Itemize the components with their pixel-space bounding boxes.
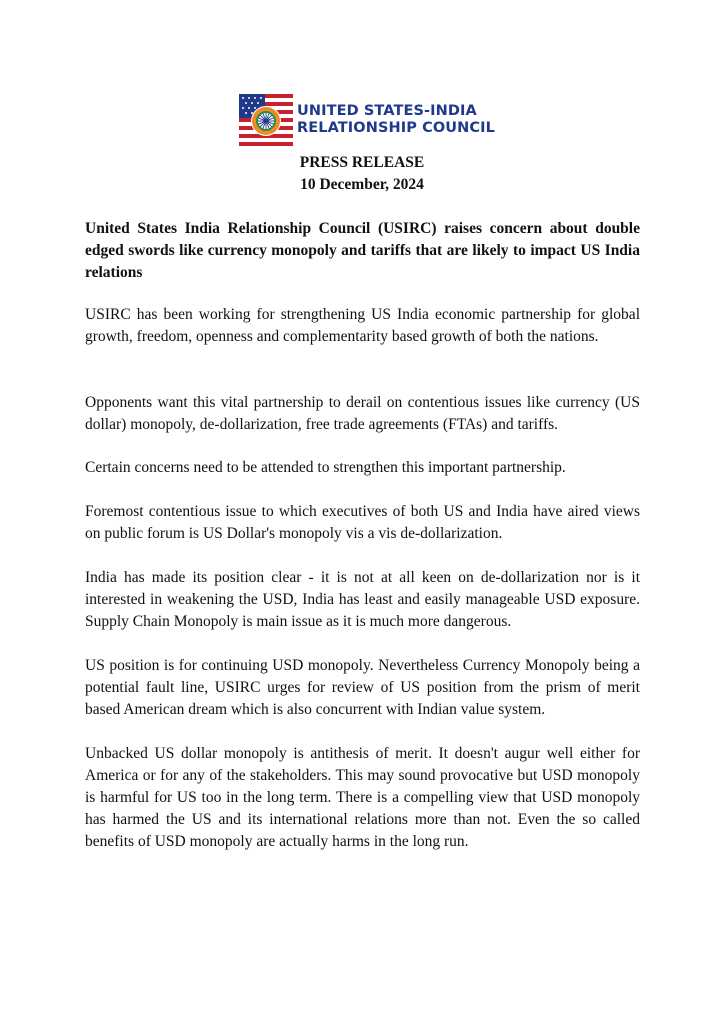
paragraph-2: Opponents want this vital partnership to derail on contentious issues like currency (US dollar) monopoly, de-dollarization, free trade agreements (FTAs) and tariffs. — [85, 394, 640, 433]
paragraph-1: USIRC has been working for strengthening US India economic partnership for global growth, freedom, openness and complementarity based growth of both the nations. — [85, 306, 640, 345]
usirc-logo — [239, 94, 495, 146]
paragraph-6: US position is for continuing USD monopoly. Nevertheless Currency Monopoly being a potential fault line, USIRC urges for review of US position from the prism of merit based American dream which is also concurrent with Indian value system. — [85, 657, 640, 718]
paragraph-3: Certain concerns need to be attended to strengthen this important partnership. — [85, 459, 566, 476]
logo-wordmark — [297, 103, 495, 137]
headline: United States India Relationship Council (USIRC) raises concern about double edged swords like currency monopoly and tariffs that are likely to impact US India relations — [85, 220, 640, 281]
paragraph-7: Unbacked US dollar monopoly is antithesis of merit. It doesn't augur well either for America or for any of the stakeholders. This may sound provocative but USD monopoly is harmful for US too in the long term. There is a compelling view that USD monopoly has harmed the US and its international relations more than not. Even the so called benefits of USD monopoly are actually harms in the long run. — [85, 745, 640, 850]
logo-line-1: UNITED STATES-INDIA — [297, 103, 477, 119]
document-title: PRESS RELEASE — [299, 154, 425, 171]
paragraph-4: Foremost contentious issue to which executives of both US and India have aired views on public forum is US Dollar's monopoly vis a vis de-dollarization. — [85, 503, 640, 542]
paragraph-5: India has made its position clear - it is not at all keen on de-dollarization nor is it interested in weakening the USD, India has least and easily manageable USD exposure. Supply Chain Monopoly is main issue as it is much more dangerous. — [85, 569, 640, 630]
flag-chakra-logo-icon — [239, 94, 293, 146]
release-date: 10 December, 2024 — [300, 176, 424, 193]
logo-line-2: RELATIONSHIP COUNCIL — [297, 120, 495, 136]
